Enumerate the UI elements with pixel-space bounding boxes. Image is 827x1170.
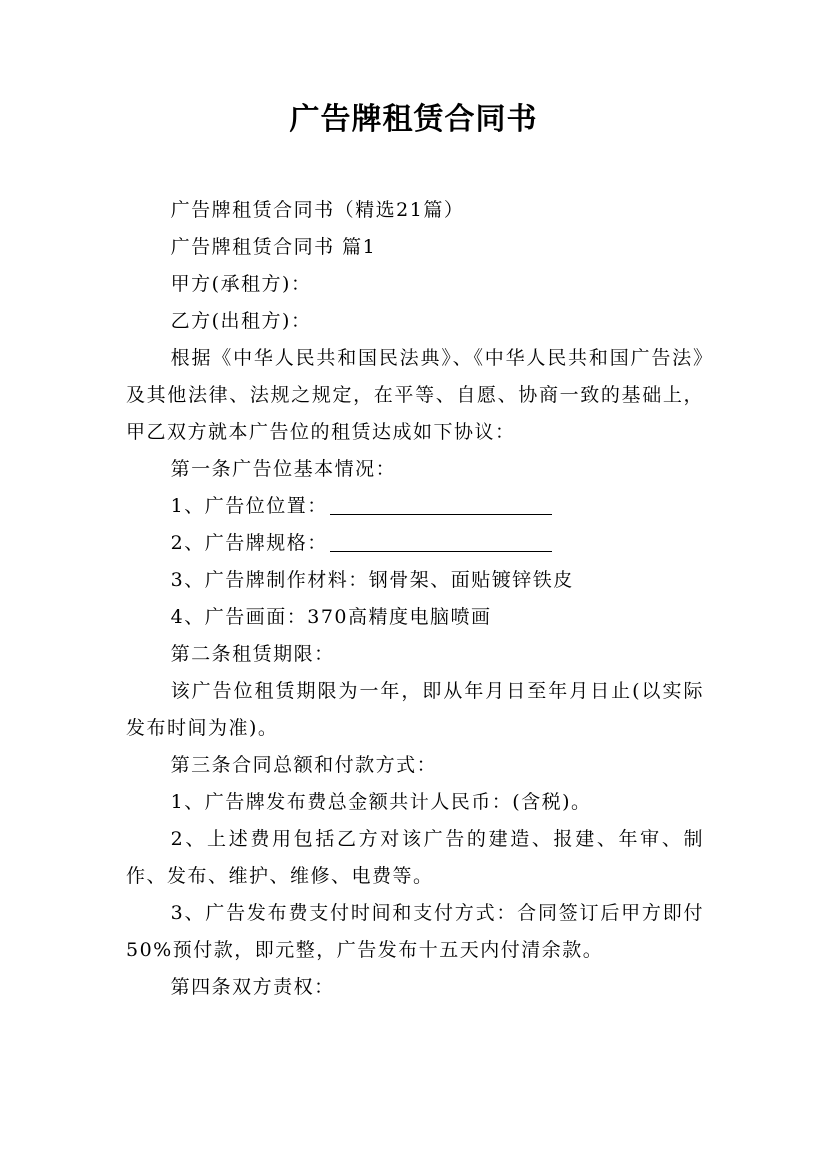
- blank-line: [330, 492, 552, 515]
- document-title: 广告牌租赁合同书: [289, 102, 538, 137]
- document-body: [126, 192, 704, 1006]
- paragraph-payment: 3、广告发布费支付时间和支付方式：合同签订后甲方即付50%预付款，即元整，广告发布十五天内付清余款。: [126, 902, 704, 961]
- paragraph-subtitle: 广告牌租赁合同书（精选21篇）: [170, 199, 465, 221]
- paragraph-party-b: 乙方(出租方)：: [170, 310, 312, 332]
- paragraph-item-size: [126, 525, 704, 562]
- paragraph-item-picture: 4、广告画面：370高精度电脑喷画: [170, 606, 492, 628]
- paragraph-party-a: 甲方(承租方)：: [170, 273, 312, 295]
- paragraph-preamble: 根据《中华人民共和国民法典》、《中华人民共和国广告法》及其他法律、法规之规定，在平等、自愿、协商一致的基础上，甲乙双方就本广告位的租赁达成如下协议：: [126, 347, 704, 443]
- blank-line: [330, 529, 552, 552]
- item-size-label: 2、广告牌规格：: [170, 532, 328, 554]
- paragraph-article-2: 第二条租赁期限：: [170, 643, 335, 665]
- item-location-label: 1、广告位位置：: [170, 495, 328, 517]
- paragraph-fee-includes: 2、上述费用包括乙方对该广告的建造、报建、年审、制作、发布、维护、维修、电费等。: [126, 828, 704, 887]
- paragraph-article-4: 第四条双方责权：: [170, 976, 335, 998]
- paragraph-article-3: 第三条合同总额和付款方式：: [170, 754, 438, 776]
- paragraph-article-1: 第一条广告位基本情况：: [170, 458, 397, 480]
- paragraph-fee-total: 1、广告牌发布费总金额共计人民币：(含税)。: [170, 791, 592, 813]
- paragraph-lease-term: 该广告位租赁期限为一年，即从年月日至年月日止(以实际发布时间为准)。: [126, 680, 704, 739]
- paragraph-item-location: [126, 488, 704, 525]
- paragraph-section-heading: 广告牌租赁合同书 篇1: [170, 236, 377, 258]
- paragraph-item-material: 3、广告牌制作材料：钢骨架、面贴镀锌铁皮: [170, 569, 574, 591]
